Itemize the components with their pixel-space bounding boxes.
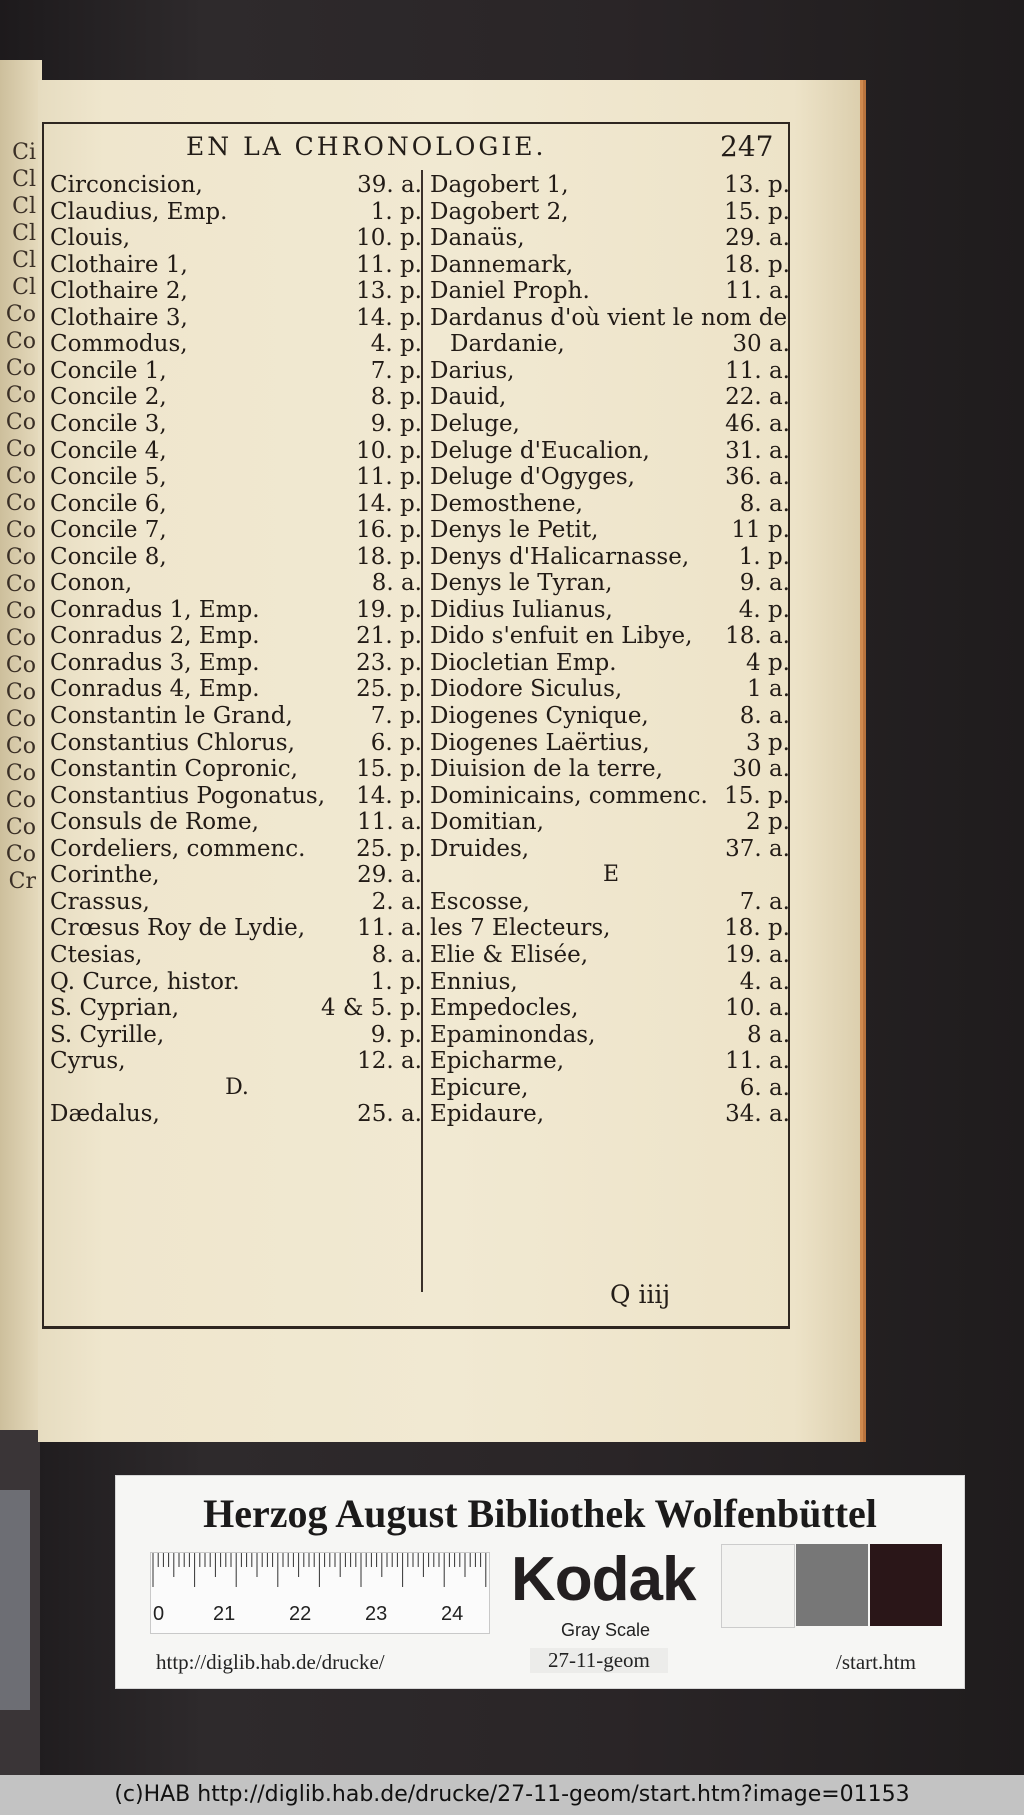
signature-mark: Q iiij	[610, 1280, 671, 1309]
entry-term: Empedocles,	[430, 995, 579, 1022]
entry-reference: 10. a.	[725, 995, 790, 1022]
entry-reference: 12. a.	[357, 1048, 422, 1075]
facing-page-fragment: Co	[5, 572, 36, 597]
index-entry	[426, 650, 796, 680]
index-entry	[426, 331, 796, 361]
index-entry	[46, 650, 428, 680]
entry-reference: 4. a.	[739, 968, 790, 995]
facing-page-fragment: Cr	[8, 869, 36, 894]
footer-credit: (c)HAB http://diglib.hab.de/drucke/27-11-geom/start.htm?image=01153	[114, 1782, 910, 1807]
section-letter	[426, 862, 796, 892]
index-entry	[426, 172, 796, 202]
entry-reference: 11. p.	[356, 464, 422, 491]
index-entry	[46, 942, 428, 972]
entry-term: Epicharme,	[430, 1048, 565, 1075]
index-entry	[426, 783, 796, 813]
entry-term: Epidaure,	[430, 1101, 545, 1128]
index-entry	[46, 1022, 428, 1052]
index-entry	[426, 1075, 796, 1105]
index-entry	[46, 703, 428, 733]
facing-page-fragment: Co	[5, 437, 36, 462]
facing-page-fragment: Co	[5, 491, 36, 516]
entry-reference: 4 p.	[746, 649, 790, 676]
ruler-label: 21	[213, 1603, 236, 1625]
facing-page-fragment: Co	[5, 356, 36, 381]
entry-term: Concile 2,	[50, 384, 167, 411]
entry-reference: 39. a.	[357, 172, 422, 198]
index-entry	[46, 331, 428, 361]
section-heading: E	[602, 862, 620, 888]
entry-term: Domitian,	[430, 809, 544, 836]
entry-term: Daniel Proph.	[430, 278, 590, 305]
entry-term: Conon,	[50, 570, 133, 597]
entry-term: Darius,	[430, 357, 515, 384]
index-entry	[426, 438, 796, 468]
index-entry	[46, 836, 428, 866]
entry-reference: 15. p.	[724, 198, 790, 225]
index-entry	[426, 809, 796, 839]
entry-reference: 4. p.	[738, 596, 790, 623]
entry-reference: 14. p.	[356, 304, 422, 331]
index-entry	[46, 278, 428, 308]
index-entry	[426, 703, 796, 733]
entry-term: Crœsus Roy de Lydie,	[50, 915, 306, 942]
entry-term: Dardanus d'où vient le nom de	[430, 304, 788, 331]
facing-page-fragment: Co	[5, 653, 36, 678]
index-entry	[426, 278, 796, 308]
entry-reference: 1. p.	[370, 198, 422, 225]
entry-reference: 18. p.	[356, 543, 422, 570]
entry-reference: 19. a.	[725, 941, 790, 968]
entry-reference: 1. p.	[738, 543, 790, 570]
ruler-label: 23	[365, 1603, 388, 1625]
index-entry	[46, 969, 428, 999]
entry-term: Epaminondas,	[430, 1021, 596, 1048]
index-entry	[46, 730, 428, 760]
entry-reference: 11. a.	[725, 278, 790, 305]
gray-swatch-white	[721, 1544, 795, 1628]
facing-page-fragment: Co	[5, 383, 36, 408]
entry-reference: 25. p.	[356, 676, 422, 703]
entry-term: Deluge,	[430, 410, 520, 437]
index-entry	[426, 199, 796, 229]
entry-term: Epicure,	[430, 1074, 529, 1101]
running-header: EN LA CHRONOLOGIE.	[186, 132, 547, 161]
entry-reference: 7. p.	[370, 357, 422, 384]
index-entry	[46, 225, 428, 255]
entry-term: Demosthene,	[430, 490, 583, 517]
index-entry	[426, 225, 796, 255]
index-entry	[426, 1022, 796, 1052]
entry-term: Cordeliers, commenc.	[50, 835, 306, 862]
facing-page-fragment: Co	[5, 302, 36, 327]
index-entry	[46, 438, 428, 468]
measuring-ruler	[150, 1552, 490, 1634]
entry-term: Diocletian Emp.	[430, 649, 617, 676]
entry-term: Conradus 1, Emp.	[50, 596, 260, 623]
facing-page-fragment: Co	[5, 761, 36, 786]
index-entry	[46, 1101, 428, 1131]
index-entry	[426, 384, 796, 414]
entry-reference: 16. p.	[356, 517, 422, 544]
entry-reference: 13. p.	[724, 172, 790, 198]
entry-reference: 25. a.	[357, 1101, 422, 1128]
facing-page-fragment: Cl	[12, 194, 36, 219]
index-entry	[46, 995, 428, 1025]
entry-term: Ennius,	[430, 968, 518, 995]
index-entry	[46, 915, 428, 945]
entry-reference: 13. p.	[356, 278, 422, 305]
entry-reference: 11. a.	[357, 915, 422, 942]
index-entry	[426, 305, 796, 335]
entry-reference: 4 & 5. p.	[320, 995, 422, 1022]
entry-reference: 25. p.	[356, 835, 422, 862]
index-entry	[426, 544, 796, 574]
entry-term: Concile 3,	[50, 410, 167, 437]
entry-reference: 10. p.	[356, 437, 422, 464]
index-entry	[46, 384, 428, 414]
entry-term: Q. Curce, histor.	[50, 968, 240, 995]
index-entry	[46, 783, 428, 813]
entry-term: Denys d'Halicarnasse,	[430, 543, 690, 570]
index-entry	[46, 809, 428, 839]
entry-term: Diodore Siculus,	[430, 676, 623, 703]
facing-page-text	[0, 140, 36, 1340]
entry-reference: 15. p.	[356, 756, 422, 783]
index-entry	[426, 915, 796, 945]
entry-reference: 19. p.	[356, 596, 422, 623]
index-entry	[426, 942, 796, 972]
library-color-card	[115, 1475, 965, 1689]
entry-reference: 46. a.	[725, 410, 790, 437]
entry-reference: 21. p.	[356, 623, 422, 650]
entry-term: Escosse,	[430, 888, 530, 915]
entry-reference: 29. a.	[725, 225, 790, 252]
entry-reference: 9. p.	[370, 410, 422, 437]
facing-page-fragment: Co	[5, 518, 36, 543]
entry-reference: 8. a.	[739, 490, 790, 517]
index-entry	[426, 491, 796, 521]
card-url-suffix: /start.htm	[836, 1650, 916, 1674]
entry-reference: 7. a.	[739, 888, 790, 915]
entry-term: Dido s'enfuit en Libye,	[430, 623, 693, 650]
index-entry	[426, 597, 796, 627]
index-entry	[426, 570, 796, 600]
entry-reference: 14. p.	[356, 782, 422, 809]
entry-term: Dædalus,	[50, 1101, 160, 1128]
index-entry	[46, 305, 428, 335]
index-entry	[46, 464, 428, 494]
entry-term: S. Cyprian,	[50, 995, 180, 1022]
entry-term: Circoncision,	[50, 172, 203, 198]
entry-reference: 30 a.	[732, 331, 790, 358]
entry-term: Denys le Tyran,	[430, 570, 613, 597]
entry-term: Dagobert 1,	[430, 172, 569, 198]
index-entry	[46, 199, 428, 229]
index-entry	[426, 623, 796, 653]
entry-term: Concile 7,	[50, 517, 167, 544]
entry-term: Druides,	[430, 835, 530, 862]
entry-term: Clothaire 1,	[50, 251, 188, 278]
facing-page-fragment: Co	[5, 680, 36, 705]
entry-term: Concile 6,	[50, 490, 167, 517]
gray-swatch-dark	[870, 1544, 942, 1626]
entry-term: Clothaire 2,	[50, 278, 188, 305]
entry-reference: 11. a.	[725, 357, 790, 384]
entry-reference: 11 p.	[731, 517, 790, 544]
index-entry	[46, 862, 428, 892]
facing-page-fragment: Co	[5, 599, 36, 624]
entry-reference: 6. a.	[739, 1074, 790, 1101]
entry-term: Diuision de la terre,	[430, 756, 663, 783]
entry-term: Crassus,	[50, 888, 150, 915]
facing-page-fragment: Co	[5, 734, 36, 759]
index-entry	[46, 411, 428, 441]
entry-reference: 36. a.	[725, 464, 790, 491]
entry-reference: 37. a.	[725, 835, 790, 862]
gray-swatch-mid	[796, 1544, 868, 1626]
ruler-label: 22	[289, 1603, 312, 1625]
entry-reference: 8. p.	[370, 384, 422, 411]
entry-term: Dardanie,	[450, 331, 565, 358]
index-entry	[426, 517, 796, 547]
ruler-ticks	[151, 1553, 489, 1587]
facing-page-fragment: Co	[5, 707, 36, 732]
entry-reference: 15. p.	[724, 782, 790, 809]
index-entry	[426, 995, 796, 1025]
entry-reference: 6. p.	[370, 729, 422, 756]
card-url-id: 27-11-geom	[530, 1648, 668, 1673]
index-entry	[426, 969, 796, 999]
entry-reference: 11. a.	[357, 809, 422, 836]
ruler-label: 24	[441, 1603, 464, 1625]
facing-page-fragment: Co	[5, 464, 36, 489]
index-entry	[46, 570, 428, 600]
index-entry	[426, 411, 796, 441]
index-entry	[46, 358, 428, 388]
facing-page-fragment: Co	[5, 329, 36, 354]
entry-term: S. Cyrille,	[50, 1021, 165, 1048]
index-entry	[426, 756, 796, 786]
index-entry	[426, 730, 796, 760]
entry-term: Dannemark,	[430, 251, 574, 278]
index-entry	[426, 358, 796, 388]
facing-page-fragment: Co	[5, 788, 36, 813]
entry-term: Claudius, Emp.	[50, 198, 228, 225]
section-letter	[46, 1075, 428, 1105]
index-entry	[426, 1048, 796, 1078]
facing-page-fragment: Co	[5, 410, 36, 435]
entry-reference: 1 a.	[747, 676, 790, 703]
entry-term: Cyrus,	[50, 1048, 126, 1075]
facing-page-fragment: Co	[5, 842, 36, 867]
entry-reference: 8. a.	[371, 570, 422, 597]
entry-term: Conradus 4, Emp.	[50, 676, 260, 703]
entry-term: Deluge d'Eucalion,	[430, 437, 650, 464]
entry-reference: 14. p.	[356, 490, 422, 517]
entry-reference: 8. a.	[739, 703, 790, 729]
entry-reference: 22. a.	[725, 384, 790, 411]
gray-scale-caption: Gray Scale	[561, 1620, 651, 1640]
entry-reference: 23. p.	[356, 649, 422, 676]
facing-page-fragment: Co	[5, 815, 36, 840]
index-entry	[46, 172, 428, 202]
entry-reference: 10. p.	[356, 225, 422, 252]
index-entry	[46, 491, 428, 521]
entry-term: Corinthe,	[50, 862, 160, 889]
facing-page-fragment: Co	[5, 545, 36, 570]
entry-term: Dagobert 2,	[430, 198, 569, 225]
entry-reference: 11. p.	[356, 251, 422, 278]
entry-reference: 2. a.	[371, 888, 422, 915]
entry-term: Ctesias,	[50, 941, 143, 968]
entry-reference: 18. p.	[724, 251, 790, 278]
entry-reference: 8. a.	[371, 941, 422, 968]
entry-reference: 34. a.	[725, 1101, 790, 1128]
entry-term: Clouis,	[50, 225, 131, 252]
index-entry	[46, 1048, 428, 1078]
card-url-base: http://diglib.hab.de/drucke/	[156, 1650, 385, 1674]
entry-term: Commodus,	[50, 331, 188, 358]
index-entry	[46, 517, 428, 547]
entry-reference: 18. p.	[724, 915, 790, 942]
entry-reference: 2 p.	[746, 809, 790, 836]
section-heading: D.	[225, 1074, 249, 1100]
entry-reference: 18. a.	[725, 623, 790, 650]
entry-term: Constantin Copronic,	[50, 756, 298, 783]
entry-term: Elie & Elisée,	[430, 941, 589, 968]
entry-term: Concile 5,	[50, 464, 167, 491]
entry-term: Clothaire 3,	[50, 304, 188, 331]
index-entry	[426, 836, 796, 866]
index-entry	[426, 464, 796, 494]
entry-term: Conradus 2, Emp.	[50, 623, 260, 650]
page-number: 247	[720, 130, 774, 163]
footer-bar	[0, 1775, 1024, 1815]
entry-reference: 29. a.	[357, 862, 422, 889]
index-entry	[426, 252, 796, 282]
facing-page-fragment: Ci	[12, 140, 36, 165]
facing-page-fragment: Cl	[12, 221, 36, 246]
index-entry	[46, 252, 428, 282]
index-entry	[46, 676, 428, 706]
index-entry	[46, 889, 428, 919]
entry-reference: 1. p.	[370, 968, 422, 995]
entry-reference: 31. a.	[725, 437, 790, 464]
entry-reference: 4. p.	[370, 331, 422, 358]
entry-term: les 7 Electeurs,	[430, 915, 611, 942]
facing-page-fragment: Cl	[12, 167, 36, 192]
index-entry	[426, 1101, 796, 1131]
entry-term: Dauid,	[430, 384, 507, 411]
entry-term: Concile 4,	[50, 437, 167, 464]
entry-reference: 3 p.	[746, 729, 790, 756]
entry-reference: 8 a.	[747, 1021, 790, 1048]
index-entry	[46, 623, 428, 653]
entry-term: Denys le Petit,	[430, 517, 599, 544]
entry-term: Conradus 3, Emp.	[50, 649, 260, 676]
facing-page-fragment: Co	[5, 626, 36, 651]
library-name: Herzog August Bibliothek Wolfenbüttel	[203, 1491, 877, 1536]
entry-reference: 9. p.	[370, 1021, 422, 1048]
entry-term: Concile 1,	[50, 357, 167, 384]
index-entry	[46, 544, 428, 574]
index-entry	[46, 756, 428, 786]
entry-term: Concile 8,	[50, 543, 167, 570]
entry-term: Constantius Pogonatus,	[50, 782, 326, 809]
facing-page-fragment: Cl	[12, 248, 36, 273]
entry-term: Consuls de Rome,	[50, 809, 259, 836]
ruler-label: 0	[153, 1603, 165, 1625]
entry-term: Diogenes Laërtius,	[430, 729, 650, 756]
entry-term: Danaüs,	[430, 225, 525, 252]
entry-term: Constantius Chlorus,	[50, 729, 295, 756]
entry-reference: 11. a.	[725, 1048, 790, 1075]
entry-term: Diogenes Cynique,	[430, 703, 649, 729]
kodak-logo: Kodak	[511, 1545, 696, 1614]
entry-reference: 30 a.	[732, 756, 790, 783]
entry-term: Constantin le Grand,	[50, 703, 293, 729]
index-entry	[426, 889, 796, 919]
entry-term: Didius Iulianus,	[430, 596, 613, 623]
entry-reference: 7. p.	[370, 703, 422, 729]
entry-term: Deluge d'Ogyges,	[430, 464, 635, 491]
index-entry	[426, 676, 796, 706]
entry-term: Dominicains, commenc.	[430, 782, 708, 809]
book-spine-strip	[0, 1490, 30, 1710]
entry-reference: 9. a.	[739, 570, 790, 597]
facing-page-fragment: Cl	[12, 275, 36, 300]
index-entry	[46, 597, 428, 627]
